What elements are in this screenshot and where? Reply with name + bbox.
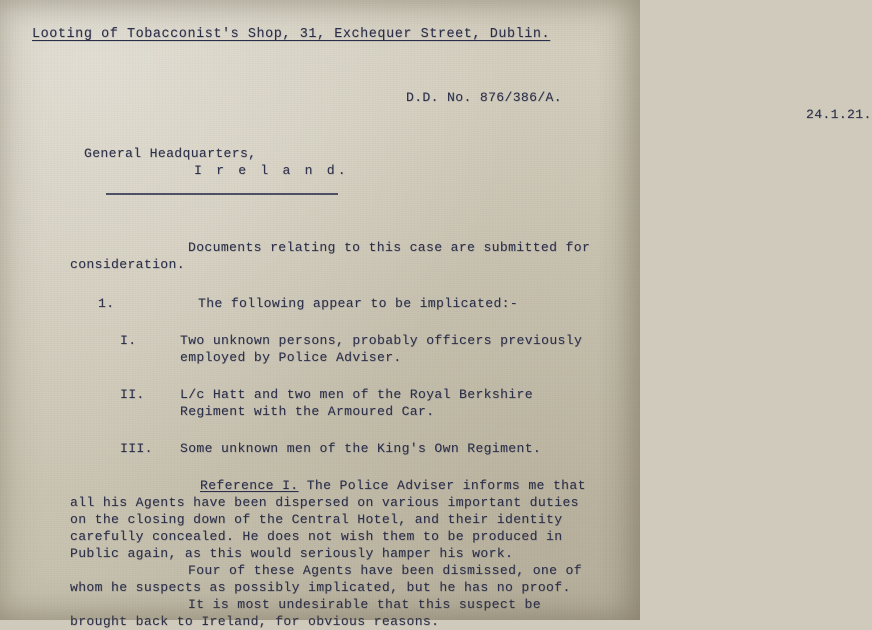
list-item-text: [180, 332, 622, 366]
body-paragraph-2-line: Four of these Agents have been dismissed, one of: [188, 563, 582, 578]
intro-line-2: consideration.: [70, 257, 185, 272]
list-item: [120, 386, 622, 420]
list-item-numeral: III.: [120, 441, 153, 456]
addressee-line-2: I r e l a n d.: [194, 163, 349, 178]
reference-number: D.D. No. 876/386/A.: [406, 90, 562, 105]
body-paragraph-3-line: It is most undesirable that this suspect be: [188, 597, 541, 612]
body-paragraph-1-line: all his Agents have been dispersed on various important duties: [70, 495, 579, 510]
body-paragraph-1-first-line: [70, 477, 622, 494]
intro-paragraph: [70, 239, 622, 273]
body-paragraph-1-line: on the closing down of the Central Hotel, and their identity: [70, 512, 563, 527]
list-item-numeral: II.: [120, 387, 145, 402]
list-item: [120, 440, 622, 457]
horizontal-rule: [106, 193, 338, 195]
list-item: [120, 332, 622, 366]
list-item: [98, 295, 622, 312]
body-paragraph-1-line: carefully concealed. He does not wish them to be produced in: [70, 529, 563, 544]
list-item-line-1: Some unknown men of the King's Own Regiment.: [180, 441, 542, 456]
body-paragraph-2-line: whom he suspects as possibly implicated, but he has no proof.: [70, 580, 571, 595]
list-item-numeral: I.: [120, 333, 137, 348]
list-item-line-1: Two unknown persons, probably officers previously: [180, 333, 583, 348]
body-paragraphs: [70, 477, 622, 630]
list-item-text: [180, 440, 622, 457]
list-item-text: The following appear to be implicated:-: [198, 296, 519, 311]
list-item-line-2: Regiment with the Armoured Car.: [180, 404, 435, 419]
body-paragraph-1-first-rest: The Police Adviser informs me that: [306, 478, 586, 493]
addressee-line-1: General Headquarters,: [84, 146, 257, 161]
reference-label: Reference I.: [200, 478, 299, 493]
intro-line-1: Documents relating to this case are submitted for: [188, 240, 591, 255]
document-date: 24.1.21.: [806, 107, 872, 122]
body-paragraph-1-line: Public again, as this would seriously hamper his work.: [70, 546, 514, 561]
list-item-number: 1.: [98, 296, 115, 311]
body-paragraph-3-line: brought back to Ireland, for obvious reasons.: [70, 614, 440, 629]
reference-block: [28, 89, 872, 123]
document-title: Looting of Tobacconist's Shop, 31, Exchequer Street, Dublin.: [32, 27, 551, 42]
addressee-block: [84, 145, 622, 179]
list-item-line-2: employed by Police Adviser.: [180, 350, 402, 365]
list-item-line-1: L/c Hatt and two men of the Royal Berkshire: [180, 387, 533, 402]
list-item-text: [180, 386, 622, 420]
